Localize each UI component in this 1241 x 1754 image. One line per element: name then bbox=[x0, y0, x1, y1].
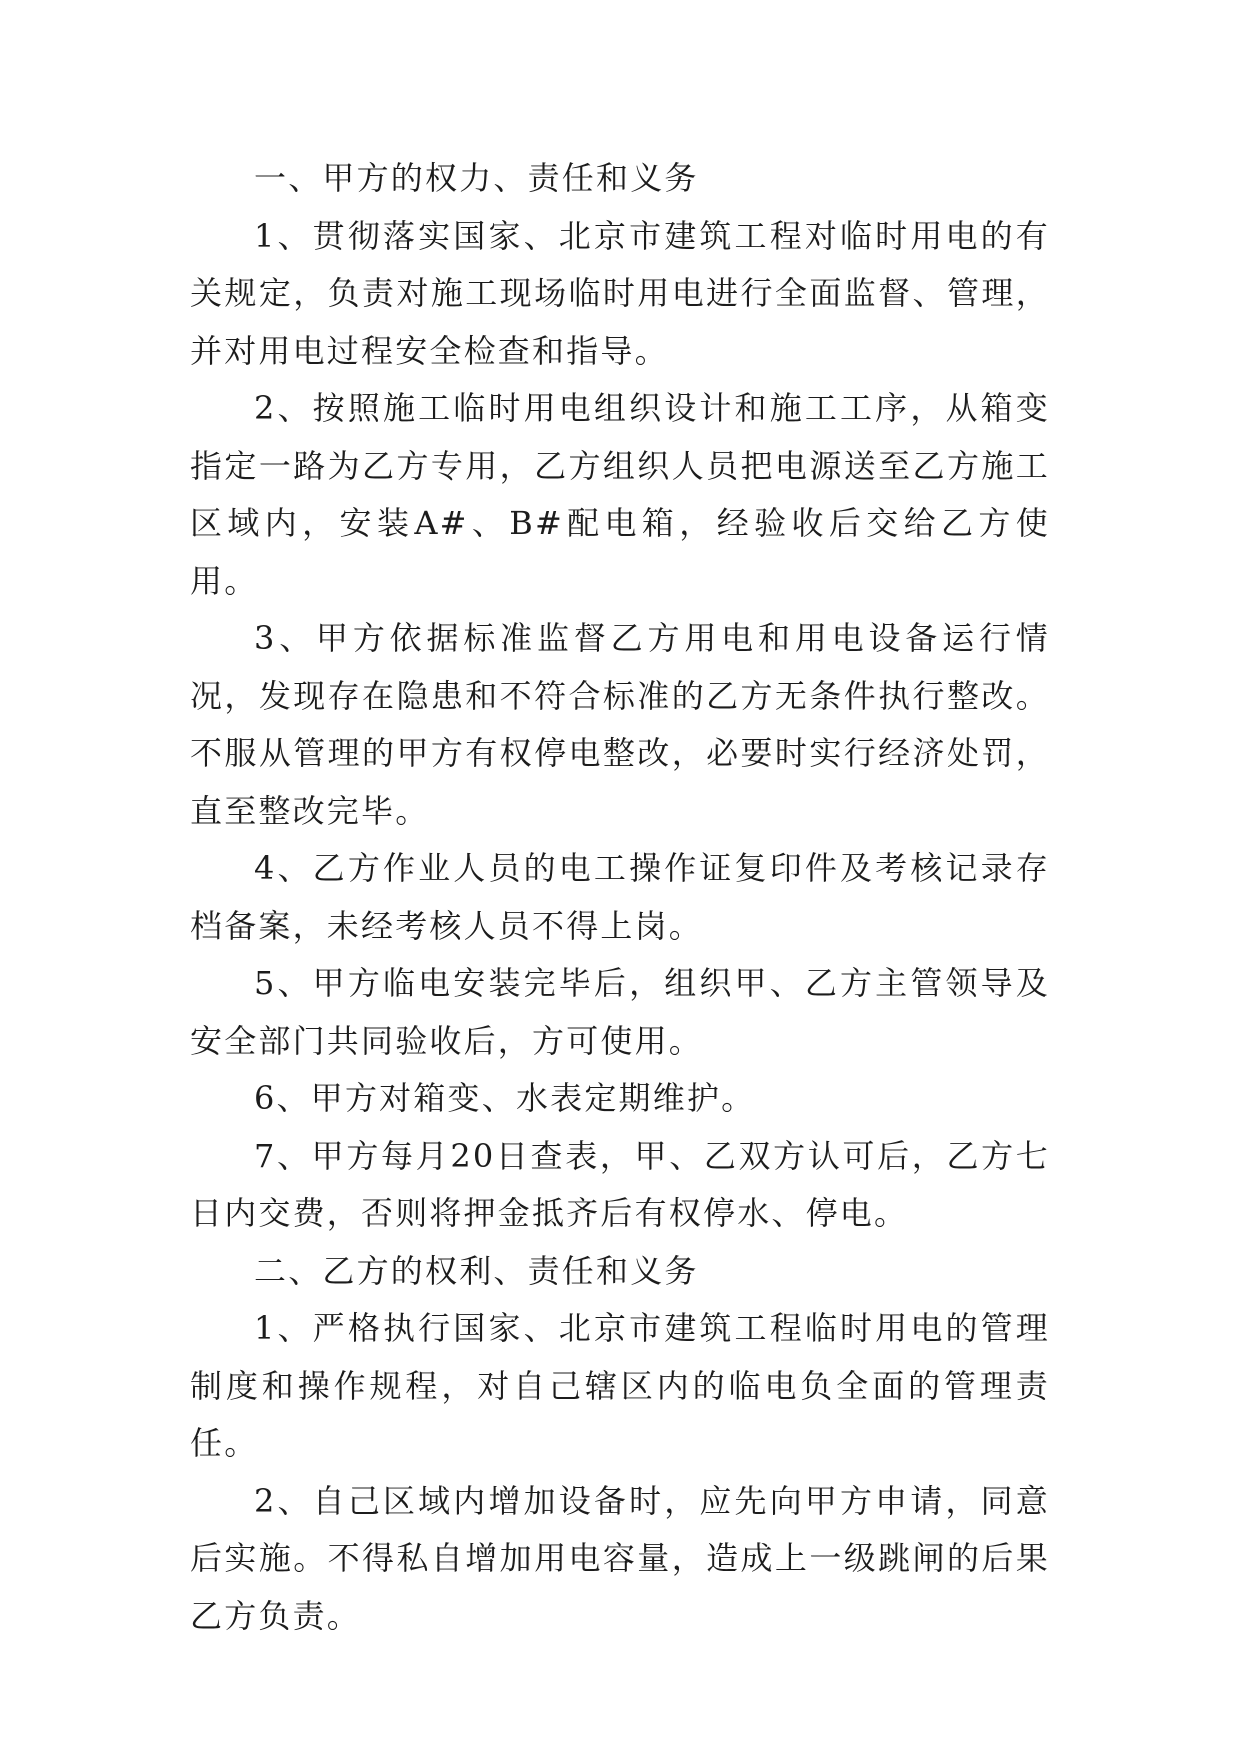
party-b-clause-2: 2、自己区域内增加设备时，应先向甲方申请，同意后实施。不得私自增加用电容量，造成上一级跳闸的后果乙方负责。 bbox=[190, 1481, 1050, 1635]
party-a-clause-7: 7、甲方每月20日查表，甲、乙双方认可后，乙方七日内交费，否则将押金抵齐后有权停水、停电。 bbox=[190, 1136, 1050, 1232]
party-a-clause-5: 5、甲方临电安装完毕后，组织甲、乙方主管领导及安全部门共同验收后，方可使用。 bbox=[190, 964, 1050, 1060]
section-heading-party-a: 一、甲方的权力、责任和义务 bbox=[254, 159, 699, 197]
party-a-clause-2: 2、按照施工临时用电组织设计和施工工序，从箱变指定一路为乙方专用，乙方组织人员把电源送至乙方施工区域内，安装A#、B#配电箱，经验收后交给乙方使用。 bbox=[190, 389, 1050, 600]
party-a-clause-3: 3、甲方依据标准监督乙方用电和用电设备运行情况，发现存在隐患和不符合标准的乙方无条件执行整改。不服从管理的甲方有权停电整改，必要时实行经济处罚，直至整改完毕。 bbox=[190, 619, 1050, 830]
section-heading-party-b: 二、乙方的权利、责任和义务 bbox=[254, 1251, 699, 1290]
party-a-clause-6: 6、甲方对箱变、水表定期维护。 bbox=[254, 1079, 756, 1117]
document-body bbox=[190, 150, 1050, 1645]
party-a-clause-1: 1、贯彻落实国家、北京市建筑工程对临时用电的有关规定，负责对施工现场临时用电进行全面监督、管理，并对用电过程安全检查和指导。 bbox=[190, 216, 1050, 370]
party-a-clause-4: 4、乙方作业人员的电工操作证复印件及考核记录存档备案，未经考核人员不得上岗。 bbox=[190, 849, 1050, 945]
party-b-clause-1: 1、严格执行国家、北京市建筑工程临时用电的管理制度和操作规程，对自己辖区内的临电负全面的管理责任。 bbox=[190, 1309, 1050, 1462]
